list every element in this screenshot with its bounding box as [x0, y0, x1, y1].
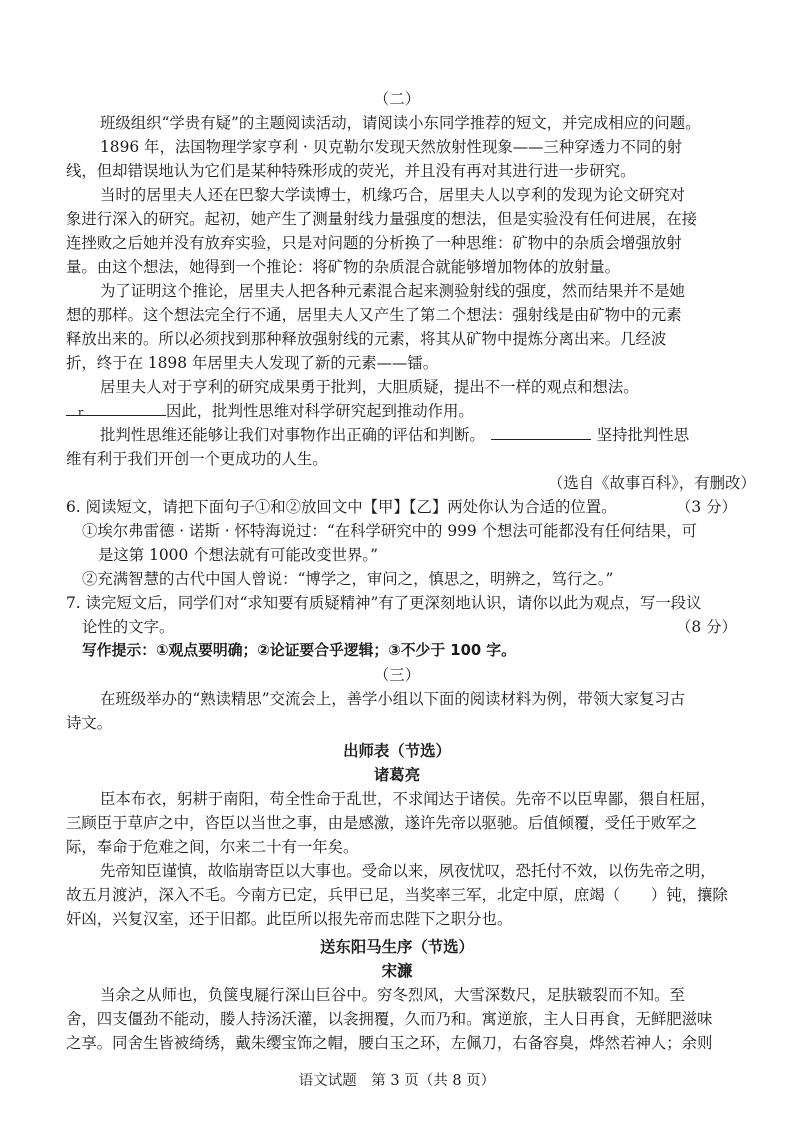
section2-heading: （二）: [373, 90, 421, 108]
question-6: 6. 阅读短文，请把下面句子①和②放回文中【甲】【乙】两处你认为合适的位置。: [66, 498, 617, 516]
question-6-sentence-1-cont: 是这第 1000 个想法就有可能改变世界。”: [98, 546, 378, 564]
section3-intro: 在班级举办的“熟读精思”交流会上，善学小组以下面的阅读材料为例，带领大家复习古: [100, 690, 686, 708]
paragraph-line: 释放出来的。所以必须找到那种释放强射线的元素，将其从矿物中提炼分离出来。几经波: [66, 330, 667, 348]
section2-intro: 班级组织“学贵有疑”的主题阅读活动，请阅读小东同学推荐的短文，并完成相应的问题。: [100, 114, 701, 132]
classical-text-line: 臣本布衣，躬耕于南阳，苟全性命于乱世，不求闻达于诸侯。先帝不以臣卑鄙，猥自枉屈，: [100, 790, 716, 808]
paragraph-line: 维有利于我们开创一个更成功的人生。: [66, 450, 328, 468]
question-7-score: （8 分）: [676, 618, 737, 636]
text-title: 出师表（节选）: [343, 742, 451, 760]
paragraph-line-with-blank: [100, 425, 689, 445]
text-author: 宋濂: [381, 962, 413, 980]
paragraph-line-with-blank: [66, 401, 474, 421]
paragraph-text: 坚持批判性思: [596, 426, 690, 444]
paragraph-line: 居里夫人对于亨利的研究成果勇于批判，大胆质疑，提出不一样的观点和想法。: [100, 378, 639, 396]
paragraph-line: 折，终于在 1898 年居里夫人发现了新的元素——镭。: [66, 354, 439, 372]
paragraph-line: 线，但却错误地认为它们是某种特殊形成的荧光，并且没有再对其进行进一步研究。: [66, 162, 636, 180]
text-title: 送东阳马生序（节选）: [320, 938, 474, 956]
classical-text-line: 之享。同舍生皆被绮绣，戴朱缨宝饰之帽，腰白玉之环，左佩刀，右备容臭，烨然若神人；余则: [66, 1034, 713, 1052]
question-6-score: （3 分）: [676, 498, 737, 516]
question-7-cont: 论性的文字。: [82, 618, 175, 636]
question-6-sentence-2: ②充满智慧的古代中国人曾说：“博学之，审问之，慎思之，明辨之，笃行之。”: [82, 570, 614, 588]
paragraph-line: 连挫败之后她并没有放弃实验，只是对问题的分析换了一种思维：矿物中的杂质会增强放射: [66, 234, 682, 252]
classical-text-line: 三顾臣于草庐之中，咨臣以当世之事，由是感激，遂许先帝以驱驰。后值倾覆，受任于败军之: [66, 814, 698, 832]
section3-heading: （三）: [373, 666, 421, 684]
answer-blank-jia[interactable]: [66, 401, 166, 419]
paragraph-line: 想的那样。这个想法完全行不通，居里夫人又产生了第二个想法：强射线是由矿物中的元素: [66, 306, 682, 324]
classical-text-line: 舍，四支僵劲不能动，媵人持汤沃灌，以衾拥覆，久而乃和。寓逆旅，主人日再食，无鲜肥滋味: [66, 1010, 713, 1028]
writing-tip: 写作提示：①观点要明确；②论证要合乎逻辑；③不少于 100 字。: [82, 642, 516, 659]
paragraph-line: 为了证明这个推论，居里夫人把各种元素混合起来测验射线的强度，然而结果并不是她: [100, 282, 685, 300]
paragraph-text: 批判性思维还能够让我们对事物作出正确的评估和判断。: [100, 426, 485, 444]
classical-text-line: 奸凶，兴复汉室，还于旧都。此臣所以报先帝而忠陛下之职分也。: [66, 910, 513, 928]
classical-text-line: 先帝知臣谨慎，故临崩寄臣以大事也。受命以来，夙夜忧叹，恐托付不效，以伤先帝之明，: [100, 862, 716, 880]
paragraph-line: 象进行深入的研究。起初，她产生了测量射线力量强度的想法，但是实验没有任何进展，在接: [66, 210, 698, 228]
blank-mark: r: [78, 406, 84, 419]
source-note: （选自《故事百科》，有删改）: [548, 474, 756, 492]
paragraph-line: 当时的居里夫人还在巴黎大学读博士，机缘巧合，居里夫人以亨利的发现为论文研究对: [100, 186, 685, 204]
question-7: 7. 读完短文后，同学们对“求知要有质疑精神”有了更深刻地认识，请你以此为观点，写一段议: [66, 594, 702, 612]
paragraph-text: 因此，批判性思维对科学研究起到推动作用。: [166, 402, 474, 420]
text-author: 诸葛亮: [373, 766, 421, 784]
classical-text-line: 故五月渡泸，深入不毛。今南方已定，兵甲已足，当奖率三军，北定中原，庶竭（ ）钝，攘除: [66, 886, 728, 904]
classical-text-line: 际，奉命于危难之间，尔来二十有一年矣。: [66, 838, 359, 856]
question-6-sentence-1: ①埃尔弗雷德 · 诺斯 · 怀特海说过：“在科学研究中的 999 个想法可能都没有任何结果，可: [82, 522, 698, 540]
paragraph-line: 量。由这个想法，她得到一个推论：将矿物的杂质混合就能够增加物体的放射量。: [66, 258, 621, 276]
section3-intro-cont: 诗文。: [66, 714, 113, 732]
classical-text-line: 当余之从师也，负箧曳屣行深山巨谷中。穷冬烈风，大雪深数尺，足肤皲裂而不知。至: [100, 986, 685, 1004]
paragraph-line: 1896 年，法国物理学家亨利 · 贝克勒尔发现天然放射性现象——三种穿透力不同的射: [100, 138, 683, 156]
answer-blank-yi[interactable]: [491, 425, 591, 440]
page-footer: 语文试题 第 3 页（共 8 页）: [298, 1073, 496, 1089]
